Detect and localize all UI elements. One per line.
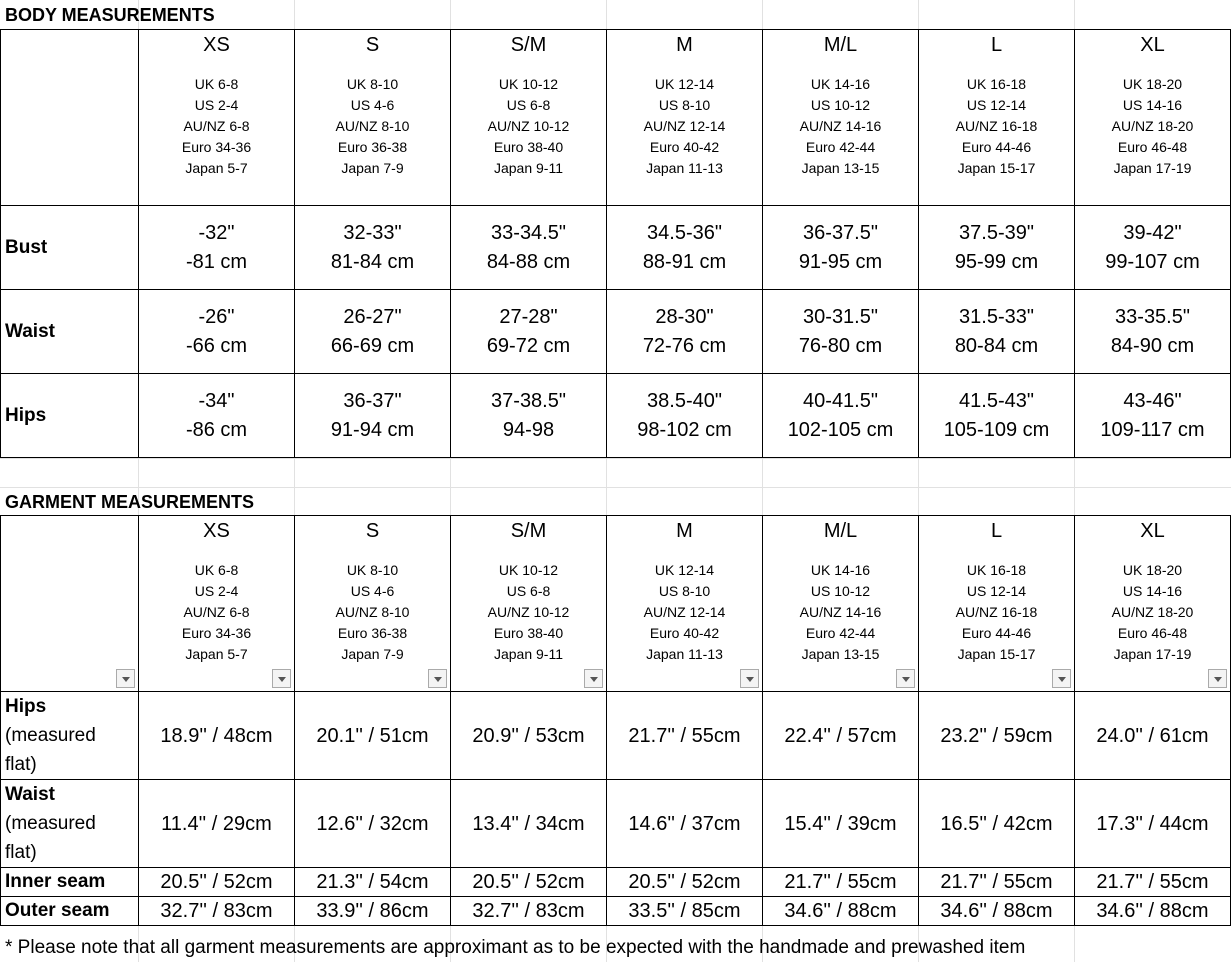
conv-us: US 4-6 xyxy=(350,583,395,599)
size-name: XS xyxy=(203,34,230,56)
conv-japan: Japan 17-19 xyxy=(1113,646,1192,662)
conv-aunz: AU/NZ 16-18 xyxy=(955,604,1038,620)
conv-uk: UK 18-20 xyxy=(1122,562,1183,578)
conv-us: US 12-14 xyxy=(966,97,1027,113)
conv-japan: Japan 15-17 xyxy=(957,646,1036,662)
row-label-inner-seam: Inner seam xyxy=(1,868,139,897)
conv-uk: UK 6-8 xyxy=(194,562,239,578)
chevron-down-icon[interactable] xyxy=(584,669,603,688)
value-inches: 40-41.5" xyxy=(803,389,878,412)
value-inches: 39-42" xyxy=(1123,221,1182,244)
conv-euro: Euro 44-46 xyxy=(961,625,1032,641)
conv-aunz: AU/NZ 16-18 xyxy=(955,118,1038,134)
measurement-cell xyxy=(295,374,451,458)
garment-measurements-title: GARMENT MEASUREMENTS xyxy=(5,492,255,512)
size-name: S xyxy=(365,520,380,542)
row-label-sub: (measured xyxy=(5,813,96,834)
value-cm: 84-88 cm xyxy=(486,250,571,273)
measurement-cell xyxy=(919,374,1075,458)
garment-measurements-table xyxy=(0,515,1231,926)
measurement-cell: 21.7'' / 55cm xyxy=(919,868,1075,897)
size-conversions xyxy=(1075,560,1230,665)
measurement-cell: 21.7'' / 55cm xyxy=(1075,868,1231,897)
measurement-cell xyxy=(763,290,919,374)
table-row xyxy=(1,290,1231,374)
size-name: XL xyxy=(1140,34,1165,56)
value-cm: 109-117 cm xyxy=(1100,418,1205,441)
conv-euro: Euro 44-46 xyxy=(961,139,1032,155)
measurement-cell: 20.9'' / 53cm xyxy=(451,692,607,780)
value-cm: 72-76 cm xyxy=(642,334,727,357)
row-label-sub: flat) xyxy=(5,842,37,863)
size-name: XL xyxy=(1140,520,1165,542)
body-size-header-row xyxy=(1,30,1231,206)
conv-japan: Japan 9-11 xyxy=(493,646,563,662)
size-name: L xyxy=(990,520,1003,542)
conv-us: US 8-10 xyxy=(658,97,711,113)
size-name: S/M xyxy=(510,34,547,56)
measurement-cell xyxy=(295,206,451,290)
measurement-cell: 22.4'' / 57cm xyxy=(763,692,919,780)
measurement-cell xyxy=(139,290,295,374)
size-header-m xyxy=(607,30,763,206)
size-conversions xyxy=(763,74,918,179)
value-cm: 91-95 cm xyxy=(798,250,883,273)
row-label-waist: Waist xyxy=(1,290,139,374)
chevron-down-icon[interactable] xyxy=(896,669,915,688)
measurement-cell: 33.5'' / 85cm xyxy=(607,897,763,926)
size-name: M xyxy=(676,34,693,56)
measurement-cell: 20.5'' / 52cm xyxy=(139,868,295,897)
size-conversions xyxy=(295,74,450,179)
size-header-s xyxy=(295,516,451,692)
conv-euro: Euro 38-40 xyxy=(493,625,564,641)
table-row xyxy=(1,897,1231,926)
conv-aunz: AU/NZ 10-12 xyxy=(487,604,570,620)
value-cm: 69-72 cm xyxy=(486,334,571,357)
table-row xyxy=(1,374,1231,458)
value-cm: 76-80 cm xyxy=(798,334,883,357)
value-cm: 94-98 xyxy=(502,418,555,441)
measurement-cell xyxy=(1075,290,1231,374)
conv-us: US 12-14 xyxy=(966,583,1027,599)
value-inches: 38.5-40" xyxy=(647,389,722,412)
measurement-cell: 12.6'' / 32cm xyxy=(295,780,451,868)
conv-euro: Euro 40-42 xyxy=(649,139,720,155)
size-name: S/M xyxy=(510,520,547,542)
row-label-sub: (measured xyxy=(5,725,96,746)
measurement-cell: 18.9'' / 48cm xyxy=(139,692,295,780)
size-conversions xyxy=(919,560,1074,665)
value-inches: 33-34.5" xyxy=(491,221,566,244)
size-conversions xyxy=(919,74,1074,179)
value-inches: 36-37" xyxy=(343,389,402,412)
row-label: Hips xyxy=(5,696,47,717)
measurement-cell: 17.3'' / 44cm xyxy=(1075,780,1231,868)
size-header-l xyxy=(919,516,1075,692)
conv-euro: Euro 40-42 xyxy=(649,625,720,641)
value-cm: 105-109 cm xyxy=(943,418,1050,441)
conv-japan: Japan 13-15 xyxy=(801,160,880,176)
conv-aunz: AU/NZ 8-10 xyxy=(335,118,410,134)
conv-aunz: AU/NZ 14-16 xyxy=(799,118,882,134)
conv-aunz: AU/NZ 12-14 xyxy=(643,604,726,620)
conv-aunz: AU/NZ 10-12 xyxy=(487,118,570,134)
size-conversions xyxy=(451,560,606,665)
size-conversions xyxy=(139,560,294,665)
conv-euro: Euro 36-38 xyxy=(337,139,408,155)
value-cm: 81-84 cm xyxy=(330,250,415,273)
conv-euro: Euro 42-44 xyxy=(805,625,876,641)
measurement-cell xyxy=(451,374,607,458)
conv-euro: Euro 46-48 xyxy=(1117,139,1188,155)
value-inches: 41.5-43" xyxy=(959,389,1034,412)
value-inches: 37.5-39" xyxy=(959,221,1034,244)
value-inches: 31.5-33" xyxy=(959,305,1034,328)
value-inches: -26" xyxy=(198,305,235,328)
conv-us: US 10-12 xyxy=(810,583,871,599)
size-header-xs xyxy=(139,30,295,206)
value-inches: 33-35.5" xyxy=(1115,305,1190,328)
table-row xyxy=(1,692,1231,780)
conv-aunz: AU/NZ 6-8 xyxy=(183,604,250,620)
size-name: S xyxy=(365,34,380,56)
measurement-cell: 21.7'' / 55cm xyxy=(607,692,763,780)
conv-aunz: AU/NZ 12-14 xyxy=(643,118,726,134)
value-inches: -32" xyxy=(198,221,235,244)
conv-uk: UK 6-8 xyxy=(194,76,239,92)
size-conversions xyxy=(607,560,762,665)
value-inches: 26-27" xyxy=(343,305,402,328)
value-cm: -66 cm xyxy=(185,334,248,357)
conv-us: US 14-16 xyxy=(1122,583,1183,599)
measurement-cell: 11.4'' / 29cm xyxy=(139,780,295,868)
value-cm: -81 cm xyxy=(185,250,248,273)
conv-euro: Euro 38-40 xyxy=(493,139,564,155)
measurement-cell: 16.5'' / 42cm xyxy=(919,780,1075,868)
conv-aunz: AU/NZ 18-20 xyxy=(1111,118,1194,134)
conv-euro: Euro 34-36 xyxy=(181,625,252,641)
size-header-xs xyxy=(139,516,295,692)
conv-japan: Japan 17-19 xyxy=(1113,160,1192,176)
size-header-ml xyxy=(763,516,919,692)
size-header-sm xyxy=(451,516,607,692)
conv-japan: Japan 11-13 xyxy=(646,160,723,176)
measurement-cell: 32.7'' / 83cm xyxy=(451,897,607,926)
conv-uk: UK 16-18 xyxy=(966,562,1027,578)
table-row xyxy=(1,206,1231,290)
conv-japan: Japan 7-9 xyxy=(341,646,404,662)
conv-aunz: AU/NZ 18-20 xyxy=(1111,604,1194,620)
size-conversions xyxy=(607,74,762,179)
measurement-cell xyxy=(607,206,763,290)
size-header-m xyxy=(607,516,763,692)
conv-us: US 6-8 xyxy=(506,583,551,599)
size-header-ml xyxy=(763,30,919,206)
size-name: M/L xyxy=(823,34,858,56)
row-label-hips: Hips xyxy=(1,374,139,458)
value-cm: 102-105 cm xyxy=(787,418,894,441)
conv-euro: Euro 36-38 xyxy=(337,625,408,641)
value-inches: 32-33" xyxy=(343,221,402,244)
size-header-sm xyxy=(451,30,607,206)
conv-japan: Japan 5-7 xyxy=(185,646,248,662)
conv-japan: Japan 5-7 xyxy=(185,160,248,176)
conv-japan: Japan 13-15 xyxy=(801,646,880,662)
disclaimer-note: * Please note that all garment measurements are approximant as to be expected with the handmade and prewashed item xyxy=(5,937,1026,958)
conv-japan: Japan 7-9 xyxy=(341,160,404,176)
measurement-cell: 14.6'' / 37cm xyxy=(607,780,763,868)
row-label-sub: flat) xyxy=(5,754,37,775)
size-name: L xyxy=(990,34,1003,56)
measurement-cell: 34.6'' / 88cm xyxy=(763,897,919,926)
conv-uk: UK 8-10 xyxy=(346,76,399,92)
measurement-cell: 23.2'' / 59cm xyxy=(919,692,1075,780)
chevron-down-icon[interactable] xyxy=(272,669,291,688)
measurement-cell: 20.1'' / 51cm xyxy=(295,692,451,780)
conv-uk: UK 12-14 xyxy=(654,76,715,92)
row-label: Waist xyxy=(5,784,55,805)
measurement-cell: 21.3'' / 54cm xyxy=(295,868,451,897)
conv-us: US 2-4 xyxy=(194,97,239,113)
value-inches: 28-30" xyxy=(655,305,714,328)
size-conversions xyxy=(295,560,450,665)
measurement-cell xyxy=(607,290,763,374)
size-name: XS xyxy=(203,520,230,542)
row-label-outer-seam: Outer seam xyxy=(1,897,139,926)
row-label-waist-flat xyxy=(1,780,139,868)
body-measurements-table xyxy=(0,29,1231,458)
value-inches: 37-38.5" xyxy=(491,389,566,412)
measurement-cell: 15.4'' / 39cm xyxy=(763,780,919,868)
corner-cell xyxy=(1,30,139,206)
measurement-cell xyxy=(295,290,451,374)
value-cm: 80-84 cm xyxy=(954,334,1039,357)
value-cm: -86 cm xyxy=(185,418,248,441)
measurement-cell: 33.9'' / 86cm xyxy=(295,897,451,926)
conv-uk: UK 10-12 xyxy=(498,76,559,92)
corner-cell xyxy=(1,516,139,692)
size-conversions xyxy=(451,74,606,179)
table-row xyxy=(1,868,1231,897)
size-header-l xyxy=(919,30,1075,206)
value-cm: 66-69 cm xyxy=(330,334,415,357)
value-inches: 43-46" xyxy=(1123,389,1182,412)
measurement-cell: 13.4'' / 34cm xyxy=(451,780,607,868)
size-conversions xyxy=(139,74,294,179)
conv-uk: UK 18-20 xyxy=(1122,76,1183,92)
measurement-cell xyxy=(763,374,919,458)
conv-us: US 10-12 xyxy=(810,97,871,113)
value-cm: 88-91 cm xyxy=(642,250,727,273)
conv-us: US 8-10 xyxy=(658,583,711,599)
conv-uk: UK 14-16 xyxy=(810,76,871,92)
conv-aunz: AU/NZ 14-16 xyxy=(799,604,882,620)
conv-uk: UK 16-18 xyxy=(966,76,1027,92)
conv-euro: Euro 34-36 xyxy=(181,139,252,155)
conv-aunz: AU/NZ 6-8 xyxy=(183,118,250,134)
chevron-down-icon[interactable] xyxy=(1208,669,1227,688)
value-inches: 27-28" xyxy=(499,305,558,328)
size-header-xl xyxy=(1075,516,1231,692)
value-cm: 95-99 cm xyxy=(954,250,1039,273)
value-inches: 34.5-36" xyxy=(647,221,722,244)
measurement-cell: 34.6'' / 88cm xyxy=(1075,897,1231,926)
size-name: M xyxy=(676,520,693,542)
conv-euro: Euro 42-44 xyxy=(805,139,876,155)
size-header-xl xyxy=(1075,30,1231,206)
conv-us: US 4-6 xyxy=(350,97,395,113)
garment-size-header-row xyxy=(1,516,1231,692)
value-cm: 91-94 cm xyxy=(330,418,415,441)
conv-japan: Japan 15-17 xyxy=(957,160,1036,176)
row-label-bust: Bust xyxy=(1,206,139,290)
size-conversions xyxy=(763,560,918,665)
conv-uk: UK 10-12 xyxy=(498,562,559,578)
measurement-cell xyxy=(763,206,919,290)
conv-us: US 6-8 xyxy=(506,97,551,113)
conv-uk: UK 12-14 xyxy=(654,562,715,578)
size-name: M/L xyxy=(823,520,858,542)
value-cm: 99-107 cm xyxy=(1105,250,1200,273)
size-header-s xyxy=(295,30,451,206)
value-cm: 98-102 cm xyxy=(637,418,732,441)
row-label-hips-flat xyxy=(1,692,139,780)
measurement-cell xyxy=(919,206,1075,290)
value-inches: 30-31.5" xyxy=(803,305,878,328)
measurement-cell xyxy=(139,206,295,290)
conv-uk: UK 14-16 xyxy=(810,562,871,578)
conv-japan: Japan 9-11 xyxy=(493,160,563,176)
measurement-cell xyxy=(451,206,607,290)
value-cm: 84-90 cm xyxy=(1110,334,1195,357)
measurement-cell xyxy=(1075,374,1231,458)
table-row xyxy=(1,780,1231,868)
conv-euro: Euro 46-48 xyxy=(1117,625,1188,641)
chevron-down-icon[interactable] xyxy=(740,669,759,688)
body-measurements-title: BODY MEASUREMENTS xyxy=(5,5,215,25)
measurement-cell xyxy=(451,290,607,374)
measurement-cell: 34.6'' / 88cm xyxy=(919,897,1075,926)
measurement-cell: 24.0'' / 61cm xyxy=(1075,692,1231,780)
measurement-cell: 20.5'' / 52cm xyxy=(607,868,763,897)
measurement-cell: 20.5'' / 52cm xyxy=(451,868,607,897)
conv-aunz: AU/NZ 8-10 xyxy=(335,604,410,620)
conv-japan: Japan 11-13 xyxy=(646,646,723,662)
conv-us: US 14-16 xyxy=(1122,97,1183,113)
chevron-down-icon[interactable] xyxy=(428,669,447,688)
measurement-cell xyxy=(607,374,763,458)
value-inches: 36-37.5" xyxy=(803,221,878,244)
measurement-cell xyxy=(919,290,1075,374)
measurement-cell xyxy=(139,374,295,458)
conv-uk: UK 8-10 xyxy=(346,562,399,578)
size-conversions xyxy=(1075,74,1230,179)
measurement-cell: 32.7'' / 83cm xyxy=(139,897,295,926)
chevron-down-icon[interactable] xyxy=(116,669,135,688)
chevron-down-icon[interactable] xyxy=(1052,669,1071,688)
measurement-cell: 21.7'' / 55cm xyxy=(763,868,919,897)
value-inches: -34" xyxy=(198,389,235,412)
conv-us: US 2-4 xyxy=(194,583,239,599)
measurement-cell xyxy=(1075,206,1231,290)
